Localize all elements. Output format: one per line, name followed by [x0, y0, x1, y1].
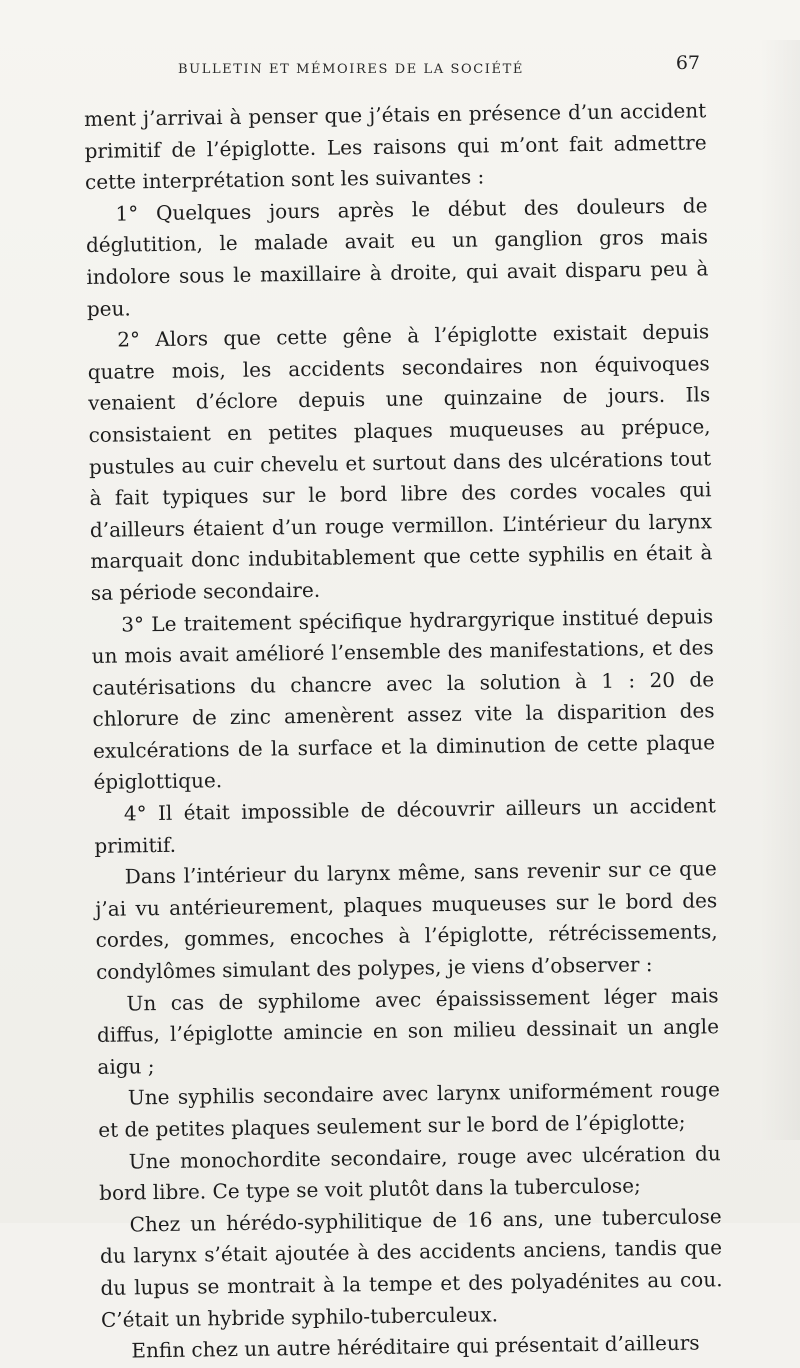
paragraph: Enfin chez un autre héréditaire qui présentait d’ailleurs — [131, 1330, 700, 1363]
paragraph: Une monochordite secondaire, rouge avec ulcération du bord libre. Ce type se voit plutôt dans la tuberculose; — [99, 1140, 721, 1206]
paragraph: Un cas de syphilome avec épaississement léger mais diffus, l’épiglotte amincie en son milieu dessinait un angle aigu ; — [96, 982, 720, 1079]
page-header — [86, 50, 706, 90]
paragraph: 3° Le traitement spécifique hydrargyrique institué depuis un mois avait amélioré l’ensemble des manifestations, et des cautérisations du chancre avec la solution à 1 : 20 de chlorure de zinc amenèrent assez vite la disparition des exulcérations de la surface et la diminution de cette plaque épiglottique. — [91, 603, 716, 795]
paragraph: ment j’arrivai à penser que j’étais en présence d’un accident primitif de l’épiglotte. Les raisons qui m’ont fait admettre cette interprétation sont les suivantes : — [84, 98, 707, 195]
page-number: 67 — [675, 52, 700, 74]
paragraph: Chez un hérédo-syphilitique de 16 ans, une tuberculose du larynx s’était ajoutée à des accidents anciens, tandis que du lupus se montrait à la tempe et des polyadénites au cou. C’était un hybride syphilo-tuberculeux. — [99, 1203, 723, 1332]
paragraph: 1° Quelques jours après le début des douleurs de déglutition, le malade avait eu un ganglion gros mais indolore sous le maxillaire à droite, qui avait disparu peu à peu. — [85, 193, 709, 321]
paragraph: 2° Alors que cette gêne à l’épiglotte existait depuis quatre mois, les accidents secondaires non équivoques venaient d’éclore depuis une quinzaine de jours. Ils consistaient en petites plaques muqueuses au prépuce, pustules au cuir chevelu et surtout dans des ulcérations tout à fait typiques sur le bord libre des cordes vocales qui d’ailleurs étaient d’un rouge vermillon. L’intérieur du larynx marquait donc indubitablement que cette syphilis en était à sa période secondaire. — [87, 319, 713, 605]
running-title: BULLETIN ET MÉMOIRES DE LA SOCIÉTÉ — [178, 62, 524, 77]
paragraph: Dans l’intérieur du larynx même, sans revenir sur ce que j’ai vu antérieurement, plaques muqueuses sur le bord des cordes, gommes, encoches à l’épiglotte, rétrécissements, condylômes simulant des polypes, je viens d’observer : — [95, 856, 718, 984]
body-text — [84, 95, 724, 1367]
paragraph: Une syphilis secondaire avec larynx uniformément rouge et de petites plaques seulement sur le bord de l’épiglotte; — [98, 1077, 720, 1142]
paragraph: 4° Il était impossible de découvrir ailleurs un accident primitif. — [94, 793, 717, 858]
page-gutter-shadow — [760, 40, 800, 1140]
